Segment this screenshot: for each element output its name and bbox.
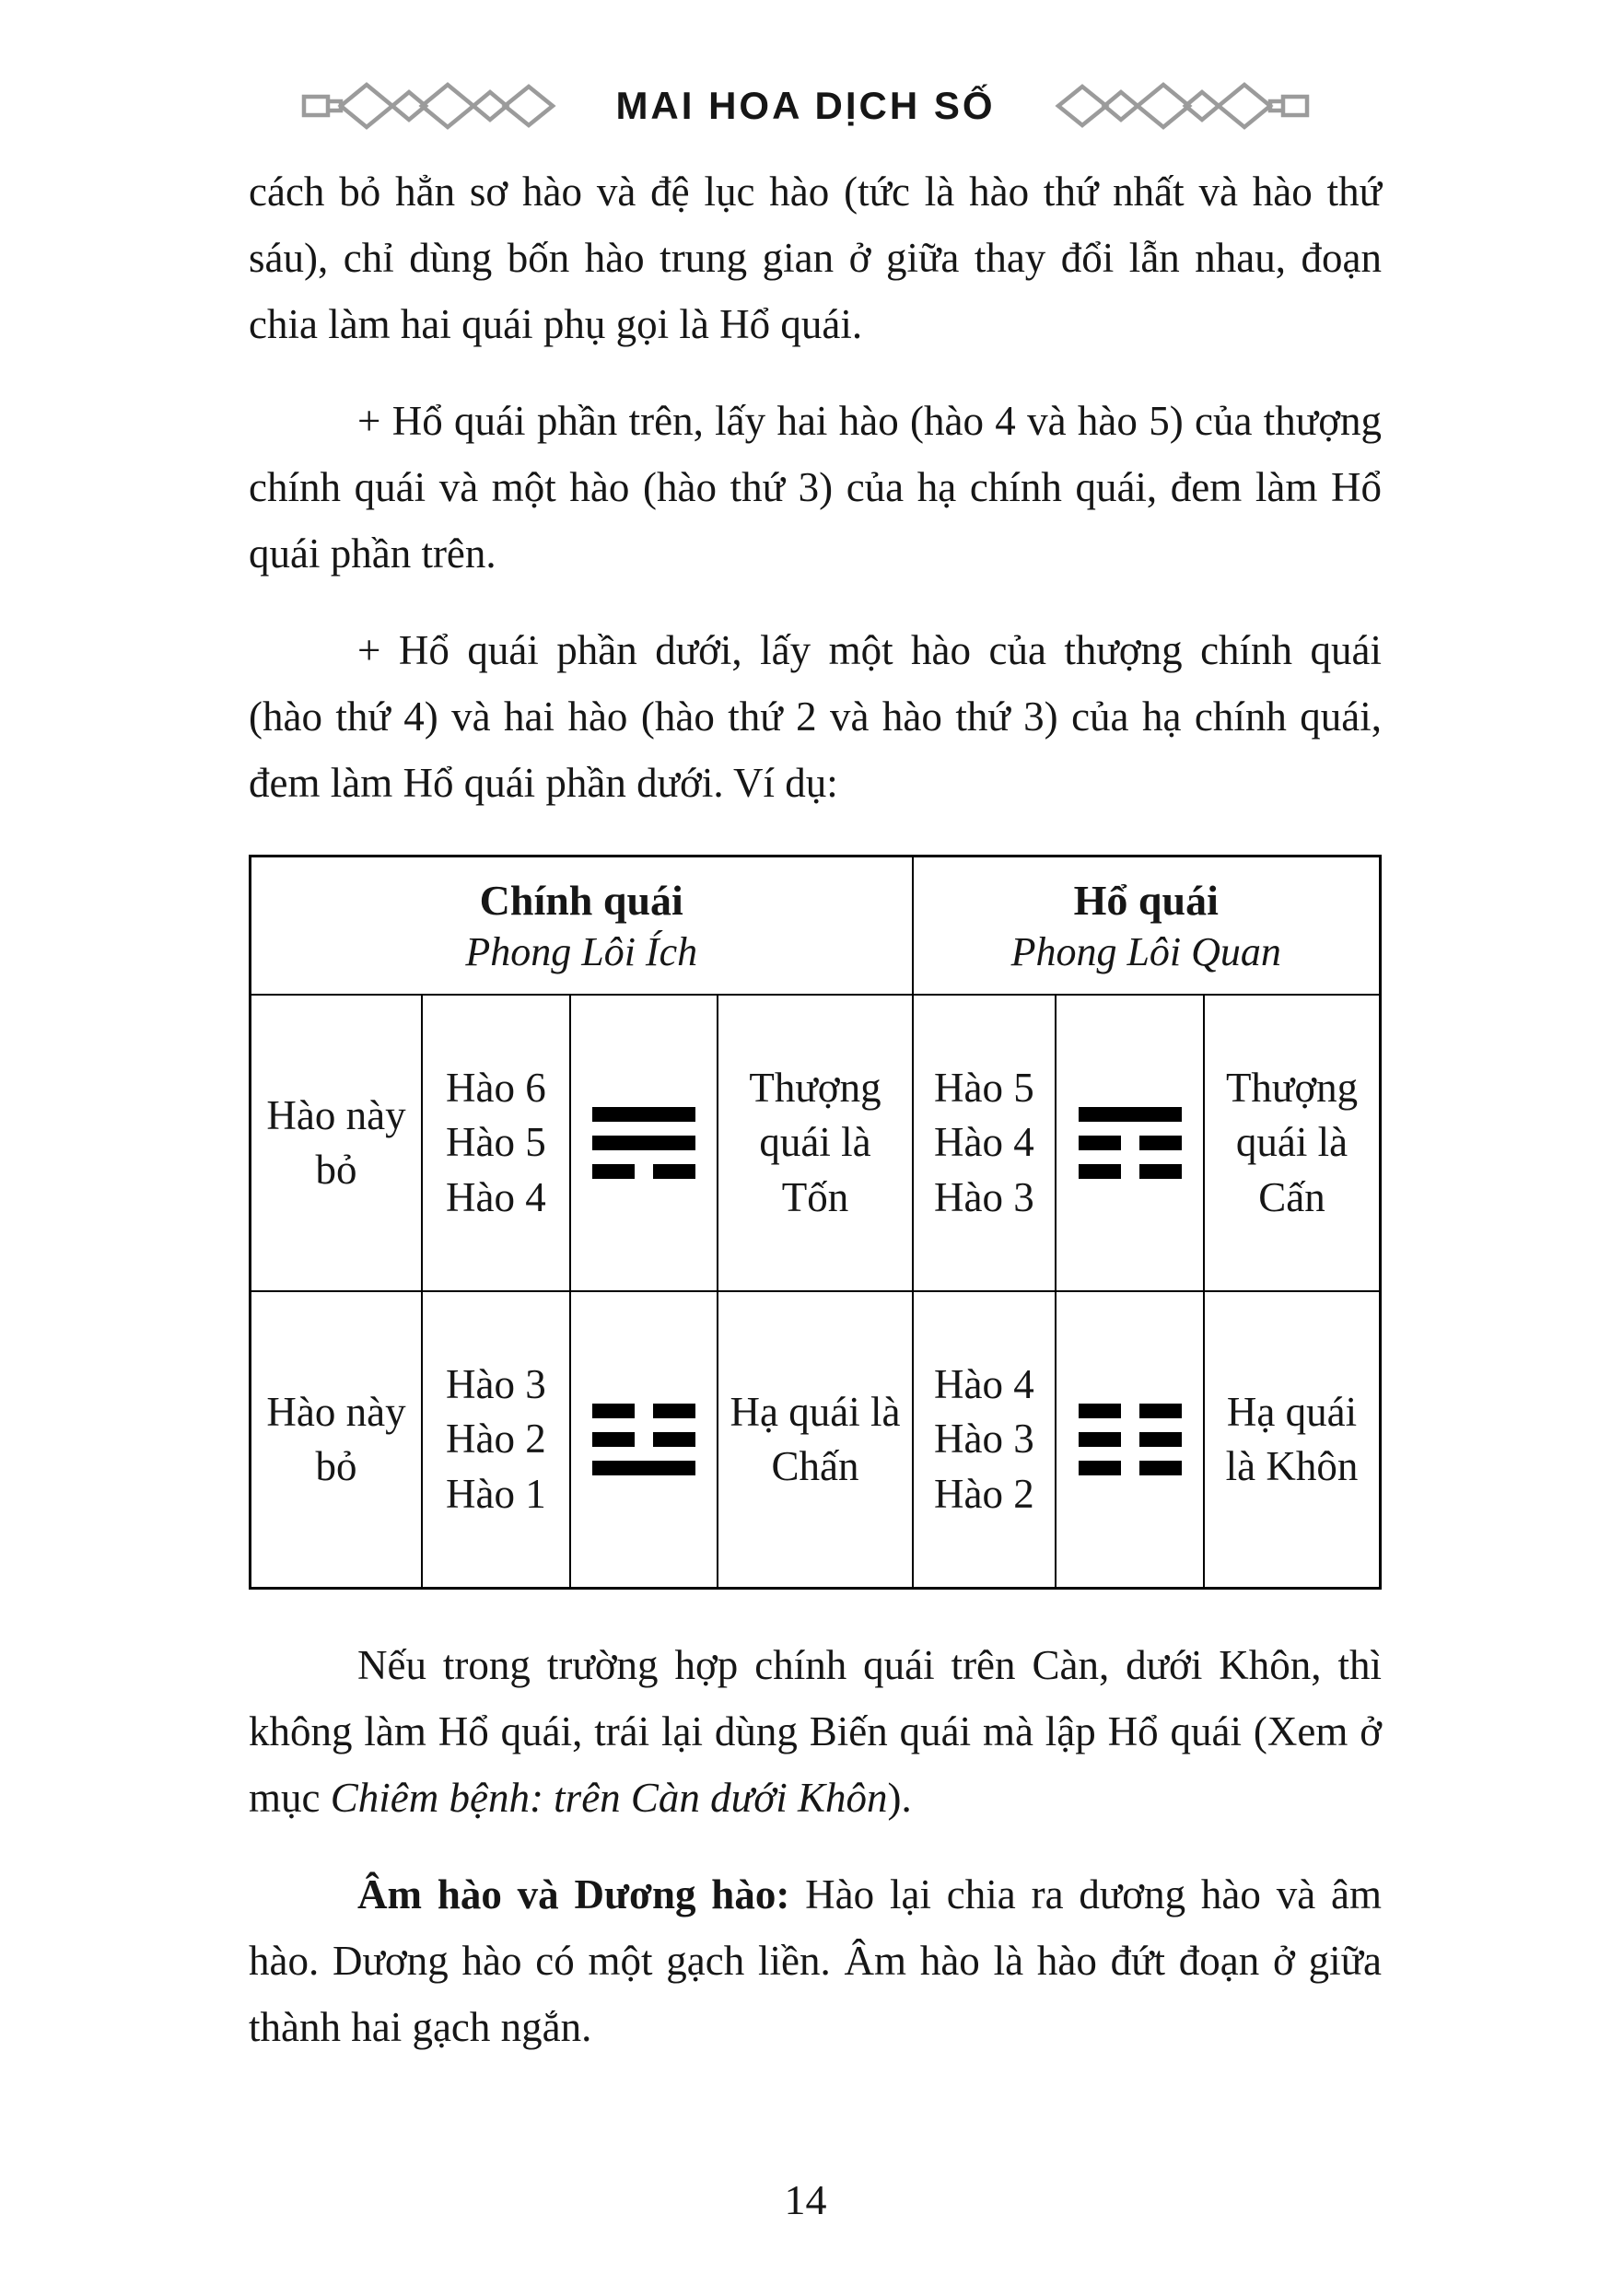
cell-discarded-hao: Hào này bỏ (251, 995, 423, 1291)
trigram-khon-icon (1062, 1404, 1197, 1475)
paragraph: Âm hào và Dương hào: Hào lại chia ra dương hào và âm hào. Dương hào có một gạch liền. Âm hào là hào đứt đoạn ở giữa thành hai gạch ngắn. (249, 1871, 1383, 2050)
header-subtitle: Phong Lôi Ích (465, 929, 698, 975)
paragraph: cách bỏ hẳn sơ hào và đệ lục hào (tức là hào thứ nhất và hào thứ sáu), chỉ dùng bốn hào trung gian ở giữa thay đổi lẫn nhau, đoạn chia làm hai quái phụ gọi là Hổ quái. (249, 169, 1382, 347)
cell-result: Thượng quái là Cấn (1204, 995, 1380, 1291)
paragraph: Nếu trong trường hợp chính quái trên Càn, dưới Khôn, thì không làm Hổ quái, trái lại dùng Biến quái mà lập Hổ quái (Xem ở mục Chiêm bệnh: trên Càn dưới Khôn). (249, 1642, 1382, 1821)
cell-result: Thượng quái là Tốn (718, 995, 912, 1291)
trigram-chan-icon (577, 1404, 712, 1475)
ornament-right-icon (1044, 81, 1311, 131)
cell-hao-list: Hào 5 Hào 4 Hào 3 (913, 995, 1056, 1291)
paragraph: + Hổ quái phần dưới, lấy một hào của thượng chính quái (hào thứ 4) và hai hào (hào thứ 2 và hào thứ 3) của hạ chính quái, đem làm Hổ quái phần dưới. Ví dụ: (249, 627, 1382, 806)
cell-hao-list: Hào 3 Hào 2 Hào 1 (422, 1291, 570, 1589)
header-title: Chính quái (479, 876, 683, 924)
page-header (0, 81, 1611, 131)
cell-hao-list: Hào 6 Hào 5 Hào 4 (422, 995, 570, 1291)
page-content (249, 158, 1382, 2091)
header-chinh-quai (251, 857, 913, 996)
hexagram-table (249, 855, 1382, 1590)
table-header-row (251, 857, 1381, 996)
cell-trigram (570, 1291, 718, 1589)
header-subtitle: Phong Lôi Quan (1010, 929, 1281, 975)
page-title: MAI HOA DỊCH SỐ (615, 84, 996, 127)
trigram-ton-icon (577, 1107, 712, 1179)
cell-trigram (1056, 1291, 1204, 1589)
cell-hao-list: Hào 4 Hào 3 Hào 2 (913, 1291, 1056, 1589)
cell-trigram (1056, 995, 1204, 1291)
header-title: Hổ quái (1073, 876, 1219, 924)
table-row-lower (251, 1291, 1381, 1589)
ornament-left-icon (300, 81, 567, 131)
trigram-can-icon (1062, 1107, 1197, 1179)
cell-result: Hạ quái là Chấn (718, 1291, 912, 1589)
cell-result: Hạ quái là Khôn (1204, 1291, 1380, 1589)
header-ho-quai (913, 857, 1381, 996)
cell-discarded-hao: Hào này bỏ (251, 1291, 423, 1589)
cell-trigram (570, 995, 718, 1291)
paragraph: + Hổ quái phần trên, lấy hai hào (hào 4 và hào 5) của thượng chính quái và một hào (hào thứ 3) của hạ chính quái, đem làm Hổ quái phần trên. (249, 398, 1382, 577)
page-number: 14 (784, 2176, 827, 2223)
table-row-upper (251, 995, 1381, 1291)
